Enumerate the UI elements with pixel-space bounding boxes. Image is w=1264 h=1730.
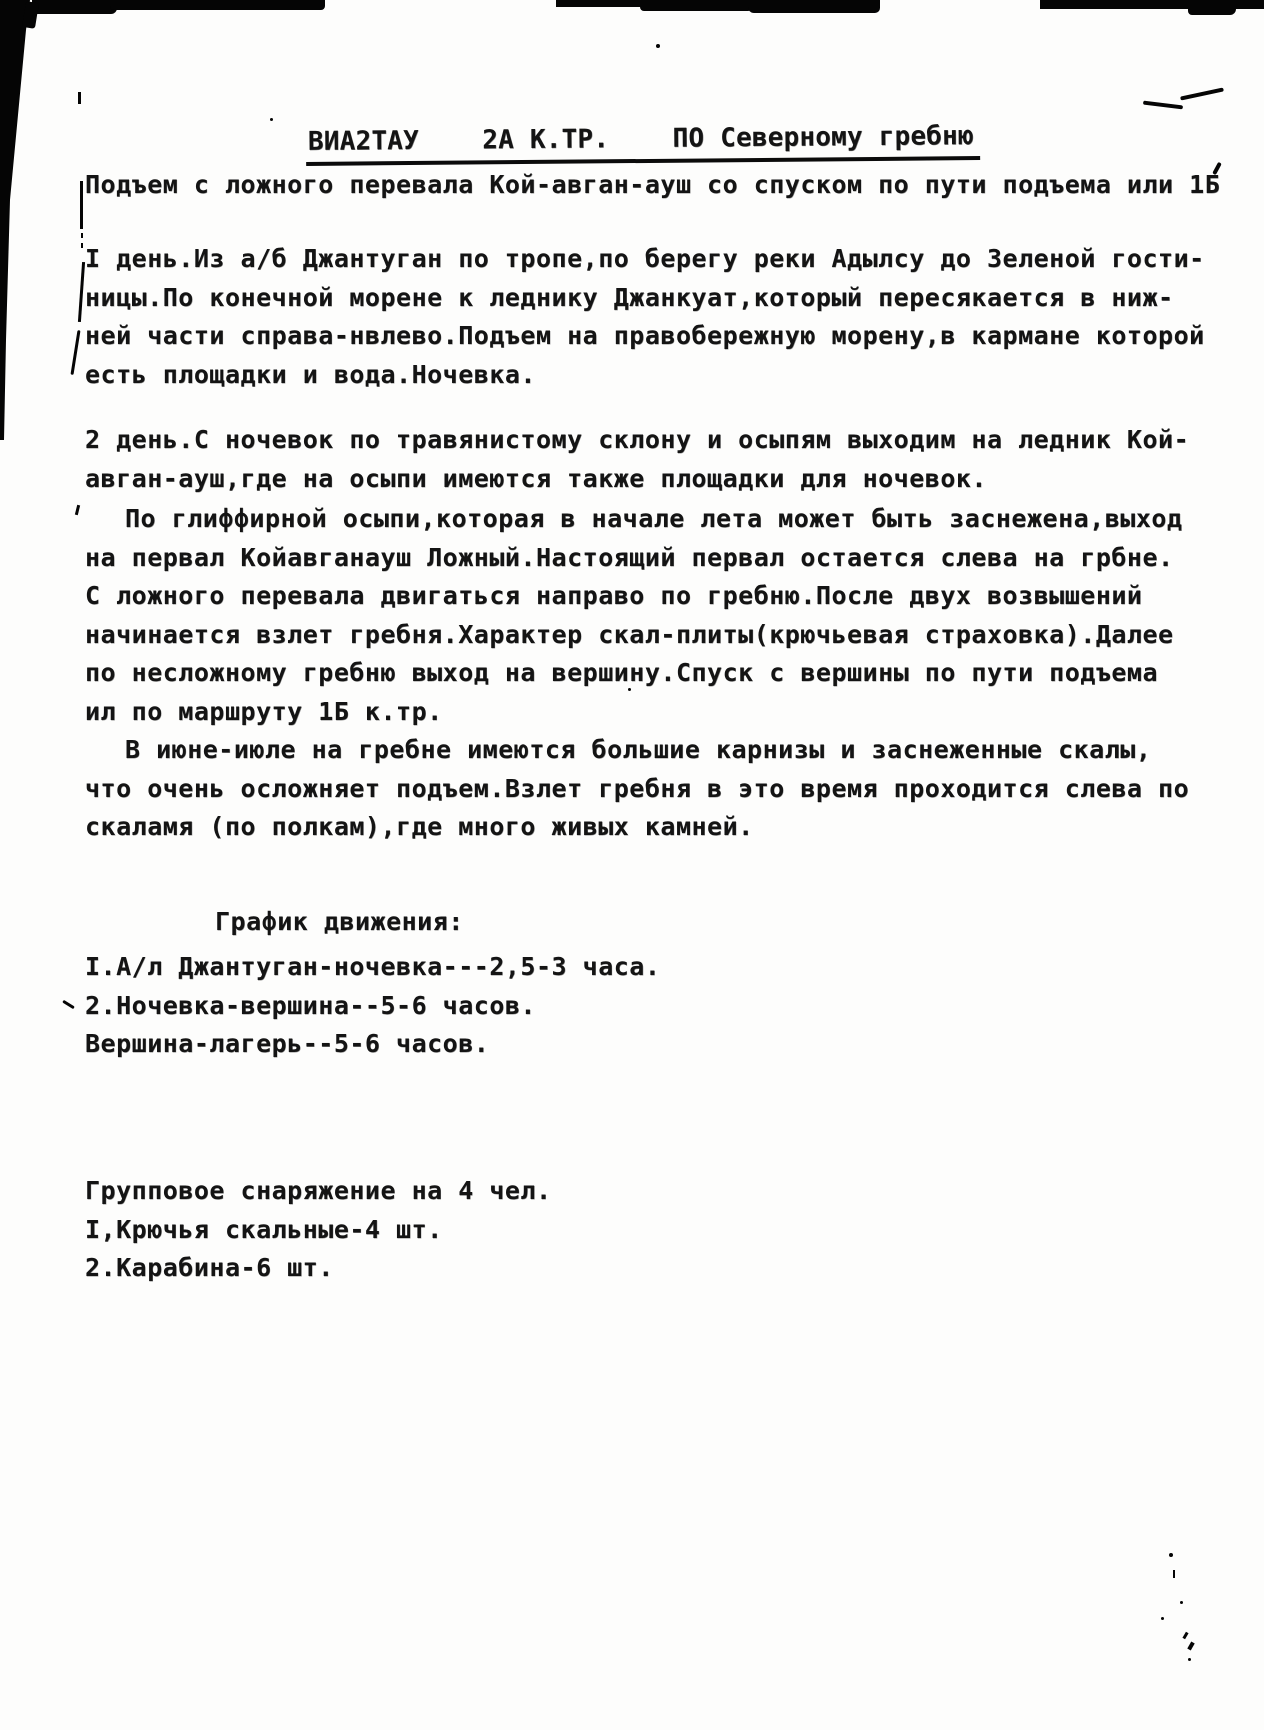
margin-mark: [62, 1000, 75, 1009]
paragraph-line: авган-ауш,где на осыпи имеются также площадки для ночевок.: [85, 463, 987, 493]
paragraph-line: начинается взлет гребня.Характер скал-плиты(крючьевая страховка).Далее: [85, 619, 1174, 649]
margin-mark: [78, 262, 85, 322]
ink-speck: [1169, 1553, 1173, 1557]
margin-mark: [81, 233, 83, 238]
scan-artifact-top-band: [1234, 0, 1264, 9]
margin-mark: [78, 92, 81, 104]
paragraph-line: по несложному гребню выход на вершину.Спуск с вершины по пути подъема: [85, 658, 1159, 687]
schedule-heading: График движения:: [215, 907, 464, 936]
schedule-item: 2.Ночевка-вершина--5-6 часов.: [85, 990, 536, 1020]
ink-speck: [1187, 1642, 1194, 1651]
paragraph-season: [85, 731, 1189, 847]
scan-artifact-top-band: [556, 0, 644, 7]
scan-artifact-top-band: [640, 0, 752, 11]
scan-artifact-top-band: [32, 0, 117, 14]
paragraph-line: скаламя (по полкам),где много живых камней.: [85, 812, 754, 841]
ink-speck: [1161, 1617, 1164, 1620]
margin-mark: [70, 330, 80, 375]
paragraph-line: ил по маршруту 1Б к.тр.: [85, 696, 443, 726]
paragraph-line: 2 день.С ночевок по травянистому склону и осыпям выходим на ледник Кой-: [85, 425, 1190, 454]
subtitle-block: [85, 166, 1220, 205]
paragraph-line: По глиффирной осыпи,которая в начале лета может быть заснежена,выход: [125, 504, 1183, 533]
paragraph-line: ней части справа-нвлево.Подъем на правобережную морену,в кармане которой: [85, 321, 1205, 350]
ink-speck: [656, 44, 660, 48]
paragraph-line: ницы.По конечной морене к леднику Джанкуат,который пересякается в ниж-: [85, 282, 1174, 312]
paragraph-day1: [85, 240, 1205, 394]
scan-artifact-corner-blob: [22, 1, 39, 29]
equipment-item: 2.Карабина-6 шт.: [85, 1253, 334, 1282]
equipment-section: [85, 1172, 552, 1288]
paragraph-day2: [85, 421, 1189, 498]
equipment-heading: Групповое снаряжение на 4 чел.: [85, 1176, 552, 1205]
ink-speck: [1173, 1570, 1175, 1578]
scan-artifact-top-band: [1040, 0, 1190, 9]
subtitle: Подъем с ложного перевала Кой-авган-ауш со спуском по пути подъема или 1Б: [85, 170, 1221, 199]
paragraph-line: на первал Койавганауш Ложный.Настоящий первал остается слева на грбне.: [85, 542, 1174, 572]
page-title: ВИА2ТАУ 2А К.ТР. ПО Северному гребню: [306, 121, 980, 166]
margin-mark: [80, 181, 83, 229]
title-row: [306, 121, 980, 166]
paragraph-line: что очень осложняет подъем.Взлет гребня в это время проходится слева по: [85, 773, 1190, 803]
scratch-mark: [1143, 101, 1183, 110]
ink-speck: [1182, 1632, 1188, 1640]
schedule-list: [85, 948, 660, 1064]
scan-artifact-top-band: [748, 0, 880, 13]
margin-mark: [81, 243, 83, 248]
paragraph-line: В июне-июле на гребне имеются большие карнизы и заснеженные скалы,: [125, 735, 1152, 764]
equipment-item: I,Крючья скальные-4 шт.: [85, 1214, 443, 1244]
scan-artifact-top-band: [1188, 0, 1236, 15]
scratch-mark: [1180, 87, 1224, 100]
margin-mark: [75, 505, 80, 515]
scan-artifact-left-wedge: [0, 0, 34, 440]
schedule-heading-block: [215, 903, 464, 942]
schedule-item: I.А/л Джантуган-ночевка---2,5-3 часа.: [85, 952, 661, 981]
schedule-item: Вершина-лагерь--5-6 часов.: [85, 1029, 490, 1058]
paragraph-line: есть площадки и вода.Ночевка.: [85, 359, 536, 389]
scan-artifact-top-band: [110, 0, 325, 10]
ink-speck: [1188, 1658, 1191, 1661]
ink-speck: [1180, 1601, 1183, 1604]
paragraph-route: [85, 500, 1183, 731]
ink-speck: [270, 118, 273, 121]
paragraph-line: I день.Из а/б Джантуган по тропе,по берегу реки Адылсу до Зеленой гости-: [85, 244, 1205, 273]
paragraph-line: С ложного перевала двигаться направо по гребню.После двух возвышений: [85, 581, 1143, 610]
